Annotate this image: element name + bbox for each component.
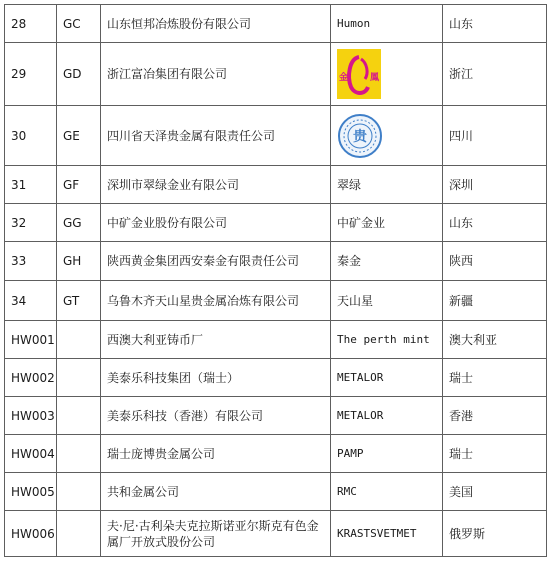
table-row <box>5 473 547 511</box>
table-row <box>5 511 547 557</box>
row-code: GG <box>57 204 101 242</box>
row-company: 山东恒邦冶炼股份有限公司 <box>101 5 331 43</box>
row-company: 中矿金业股份有限公司 <box>101 204 331 242</box>
row-region: 陕西 <box>443 242 547 281</box>
row-code: GD <box>57 43 101 106</box>
row-company: 乌鲁木齐天山星贵金属冶炼有限公司 <box>101 281 331 321</box>
jinfeng-logo-icon <box>337 49 381 99</box>
table-row <box>5 359 547 397</box>
row-company: 深圳市翠绿金业有限公司 <box>101 166 331 204</box>
row-brand <box>331 43 443 106</box>
logo-char: 金 <box>339 73 349 83</box>
row-brand: METALOR <box>331 397 443 435</box>
row-region: 瑞士 <box>443 359 547 397</box>
table-row <box>5 43 547 106</box>
table-row <box>5 281 547 321</box>
logo-char: 鳳 <box>370 73 380 83</box>
row-number: 30 <box>5 106 57 166</box>
tianze-seal-icon <box>337 113 383 159</box>
row-code <box>57 473 101 511</box>
row-code: GF <box>57 166 101 204</box>
table-row <box>5 5 547 43</box>
row-company: 瑞士庞博贵金属公司 <box>101 435 331 473</box>
row-code <box>57 359 101 397</box>
table-row <box>5 106 547 166</box>
row-brand: KRASTSVETMET <box>331 511 443 557</box>
row-region: 山东 <box>443 204 547 242</box>
row-company: 共和金属公司 <box>101 473 331 511</box>
row-brand: 天山星 <box>331 281 443 321</box>
row-region: 香港 <box>443 397 547 435</box>
row-region: 新疆 <box>443 281 547 321</box>
row-number: 29 <box>5 43 57 106</box>
row-code: GH <box>57 242 101 281</box>
table-row <box>5 397 547 435</box>
row-region: 俄罗斯 <box>443 511 547 557</box>
row-number: HW002 <box>5 359 57 397</box>
row-brand: 秦金 <box>331 242 443 281</box>
row-code <box>57 511 101 557</box>
row-company: 浙江富冶集团有限公司 <box>101 43 331 106</box>
row-region: 深圳 <box>443 166 547 204</box>
refinery-table <box>4 4 547 557</box>
row-company: 夫·尼·古利朵夫克拉斯诺亚尔斯克有色金属厂开放式股份公司 <box>101 511 331 557</box>
row-code: GC <box>57 5 101 43</box>
logo-char: 贵 <box>353 128 367 145</box>
row-brand: METALOR <box>331 359 443 397</box>
table-row <box>5 435 547 473</box>
row-region: 山东 <box>443 5 547 43</box>
row-company: 美泰乐科技（香港）有限公司 <box>101 397 331 435</box>
row-number: 34 <box>5 281 57 321</box>
row-brand: RMC <box>331 473 443 511</box>
row-company: 西澳大利亚铸币厂 <box>101 321 331 359</box>
row-number: 28 <box>5 5 57 43</box>
row-code <box>57 397 101 435</box>
row-brand: The perth mint <box>331 321 443 359</box>
row-code: GE <box>57 106 101 166</box>
row-company: 美泰乐科技集团（瑞士） <box>101 359 331 397</box>
row-number: HW001 <box>5 321 57 359</box>
row-brand: PAMP <box>331 435 443 473</box>
row-number: 33 <box>5 242 57 281</box>
table-row <box>5 242 547 281</box>
row-region: 浙江 <box>443 43 547 106</box>
row-code <box>57 321 101 359</box>
row-region: 四川 <box>443 106 547 166</box>
row-number: HW004 <box>5 435 57 473</box>
table-row <box>5 166 547 204</box>
row-region: 美国 <box>443 473 547 511</box>
row-brand: Humon <box>331 5 443 43</box>
table-row <box>5 204 547 242</box>
row-code: GT <box>57 281 101 321</box>
row-number: HW005 <box>5 473 57 511</box>
row-number: 31 <box>5 166 57 204</box>
row-company: 陕西黄金集团西安秦金有限责任公司 <box>101 242 331 281</box>
row-brand: 翠绿 <box>331 166 443 204</box>
row-number: HW003 <box>5 397 57 435</box>
row-company: 四川省天泽贵金属有限责任公司 <box>101 106 331 166</box>
row-region: 澳大利亚 <box>443 321 547 359</box>
row-brand <box>331 106 443 166</box>
table-row <box>5 321 547 359</box>
row-number: HW006 <box>5 511 57 557</box>
row-brand: 中矿金业 <box>331 204 443 242</box>
row-code <box>57 435 101 473</box>
row-region: 瑞士 <box>443 435 547 473</box>
row-number: 32 <box>5 204 57 242</box>
